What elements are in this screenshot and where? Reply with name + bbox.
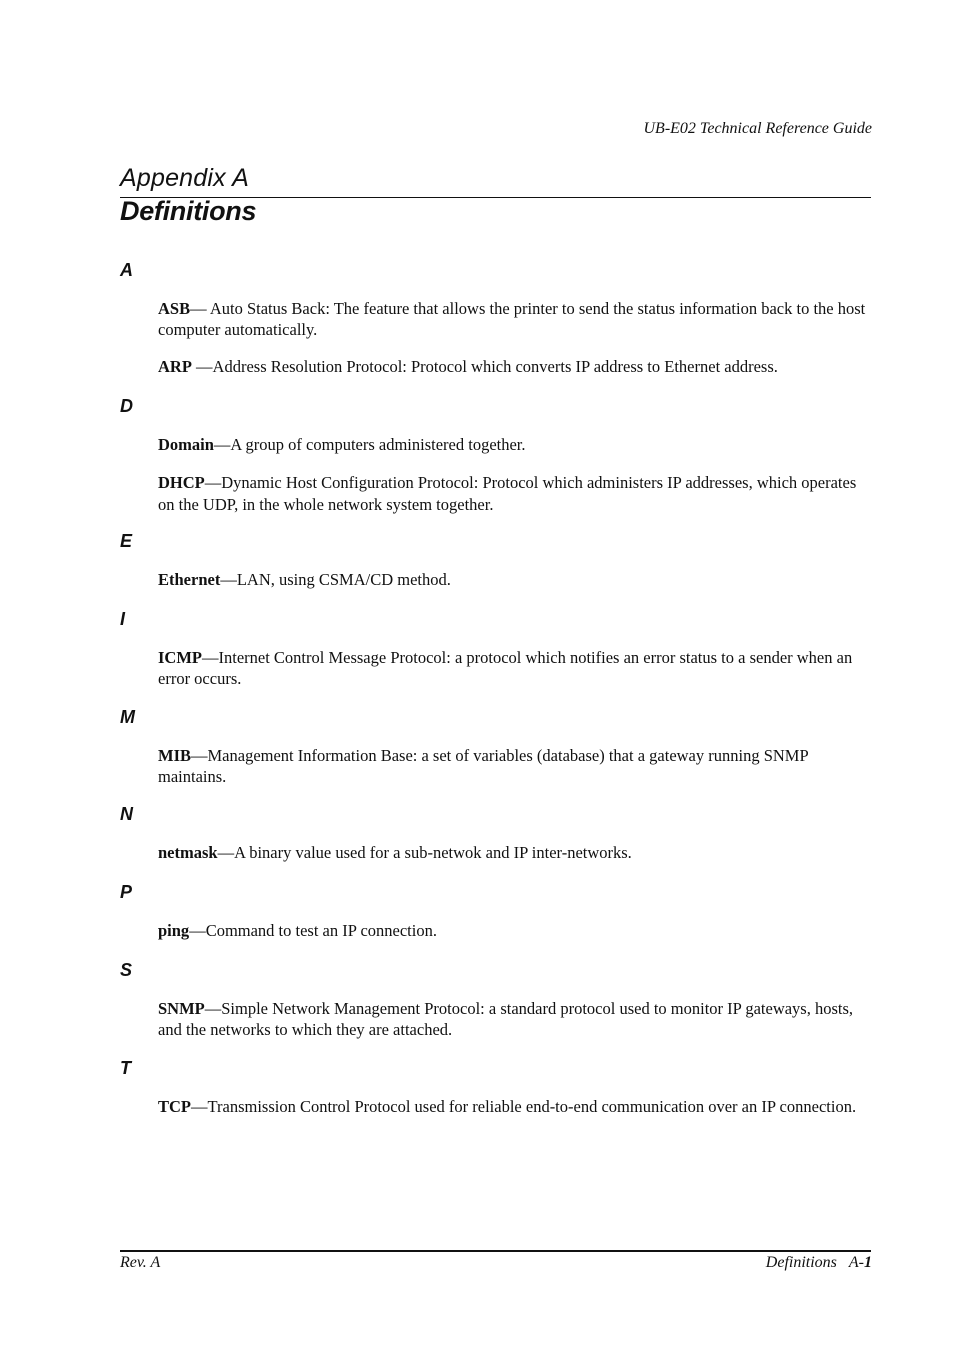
section-letter-a: A xyxy=(120,260,133,280)
term-description: —Address Resolution Protocol: Protocol which converts IP address to Ethernet address. xyxy=(191,357,778,376)
term-description: —Transmission Control Protocol used for reliable end-to-end communication over an IP connection. xyxy=(191,1097,857,1116)
term: MIB xyxy=(158,746,191,765)
footer-page-info xyxy=(766,1254,872,1272)
term: ARP xyxy=(158,357,192,376)
section-letter-t: T xyxy=(120,1058,131,1078)
section-letter-e: E xyxy=(120,531,133,551)
footer-page-prefix: A- xyxy=(848,1254,864,1271)
footer-section-name: Definitions xyxy=(765,1254,837,1271)
term-description: —Command to test an IP connection. xyxy=(189,921,437,940)
section-letter-s: S xyxy=(120,960,133,980)
section-letter-m: M xyxy=(120,707,135,727)
term: TCP xyxy=(158,1097,191,1116)
definition-tcp xyxy=(158,1097,872,1118)
definition-ping xyxy=(158,921,872,942)
definition-arp xyxy=(158,357,872,378)
term: Ethernet xyxy=(158,570,221,589)
term-description: —Simple Network Management Protocol: a standard protocol used to monitor IP gateways, hosts, and the networks to which they are attached. xyxy=(158,999,854,1039)
footer-page-number: 1 xyxy=(864,1254,872,1271)
section-letter-p: P xyxy=(120,882,133,902)
footer-revision: Rev. A xyxy=(120,1254,161,1271)
term: ping xyxy=(158,921,190,940)
term: ICMP xyxy=(158,648,202,667)
definition-dhcp xyxy=(158,472,872,516)
definition-snmp xyxy=(158,999,872,1040)
definition-ethernet xyxy=(158,570,872,591)
definition-mib xyxy=(158,746,872,787)
term: ASB xyxy=(158,299,191,318)
appendix-label: Appendix A xyxy=(120,164,249,192)
footer-rule xyxy=(120,1250,871,1252)
term-description: —A group of computers administered together. xyxy=(213,435,526,454)
term: netmask xyxy=(158,843,218,862)
section-letter-n: N xyxy=(120,804,133,824)
term: DHCP xyxy=(158,473,205,492)
term-description: —LAN, using CSMA/CD method. xyxy=(220,570,451,589)
running-header: UB-E02 Technical Reference Guide xyxy=(643,120,872,137)
term-description: —Internet Control Message Protocol: a protocol which notifies an error status to a sender when an error occurs. xyxy=(158,648,853,688)
term-description: —Management Information Base: a set of variables (database) that a gateway running SNMP maintains. xyxy=(158,746,809,786)
term: Domain xyxy=(158,435,214,454)
page-title: Definitions xyxy=(120,196,257,226)
definition-icmp xyxy=(158,648,872,689)
definition-domain xyxy=(158,435,872,456)
term-description: — Auto Status Back: The feature that allows the printer to send the status information back to the host computer automatically. xyxy=(158,299,866,339)
definition-netmask xyxy=(158,843,872,864)
section-letter-i: I xyxy=(120,609,126,629)
section-letter-d: D xyxy=(120,396,133,416)
definition-asb xyxy=(158,299,872,340)
term-description: —Dynamic Host Configuration Protocol: Protocol which administers IP addresses, which operates on the UDP, in the whole network system together. xyxy=(158,473,857,514)
term: SNMP xyxy=(158,999,205,1018)
term-description: —A binary value used for a sub-netwok and IP inter-networks. xyxy=(217,843,632,862)
